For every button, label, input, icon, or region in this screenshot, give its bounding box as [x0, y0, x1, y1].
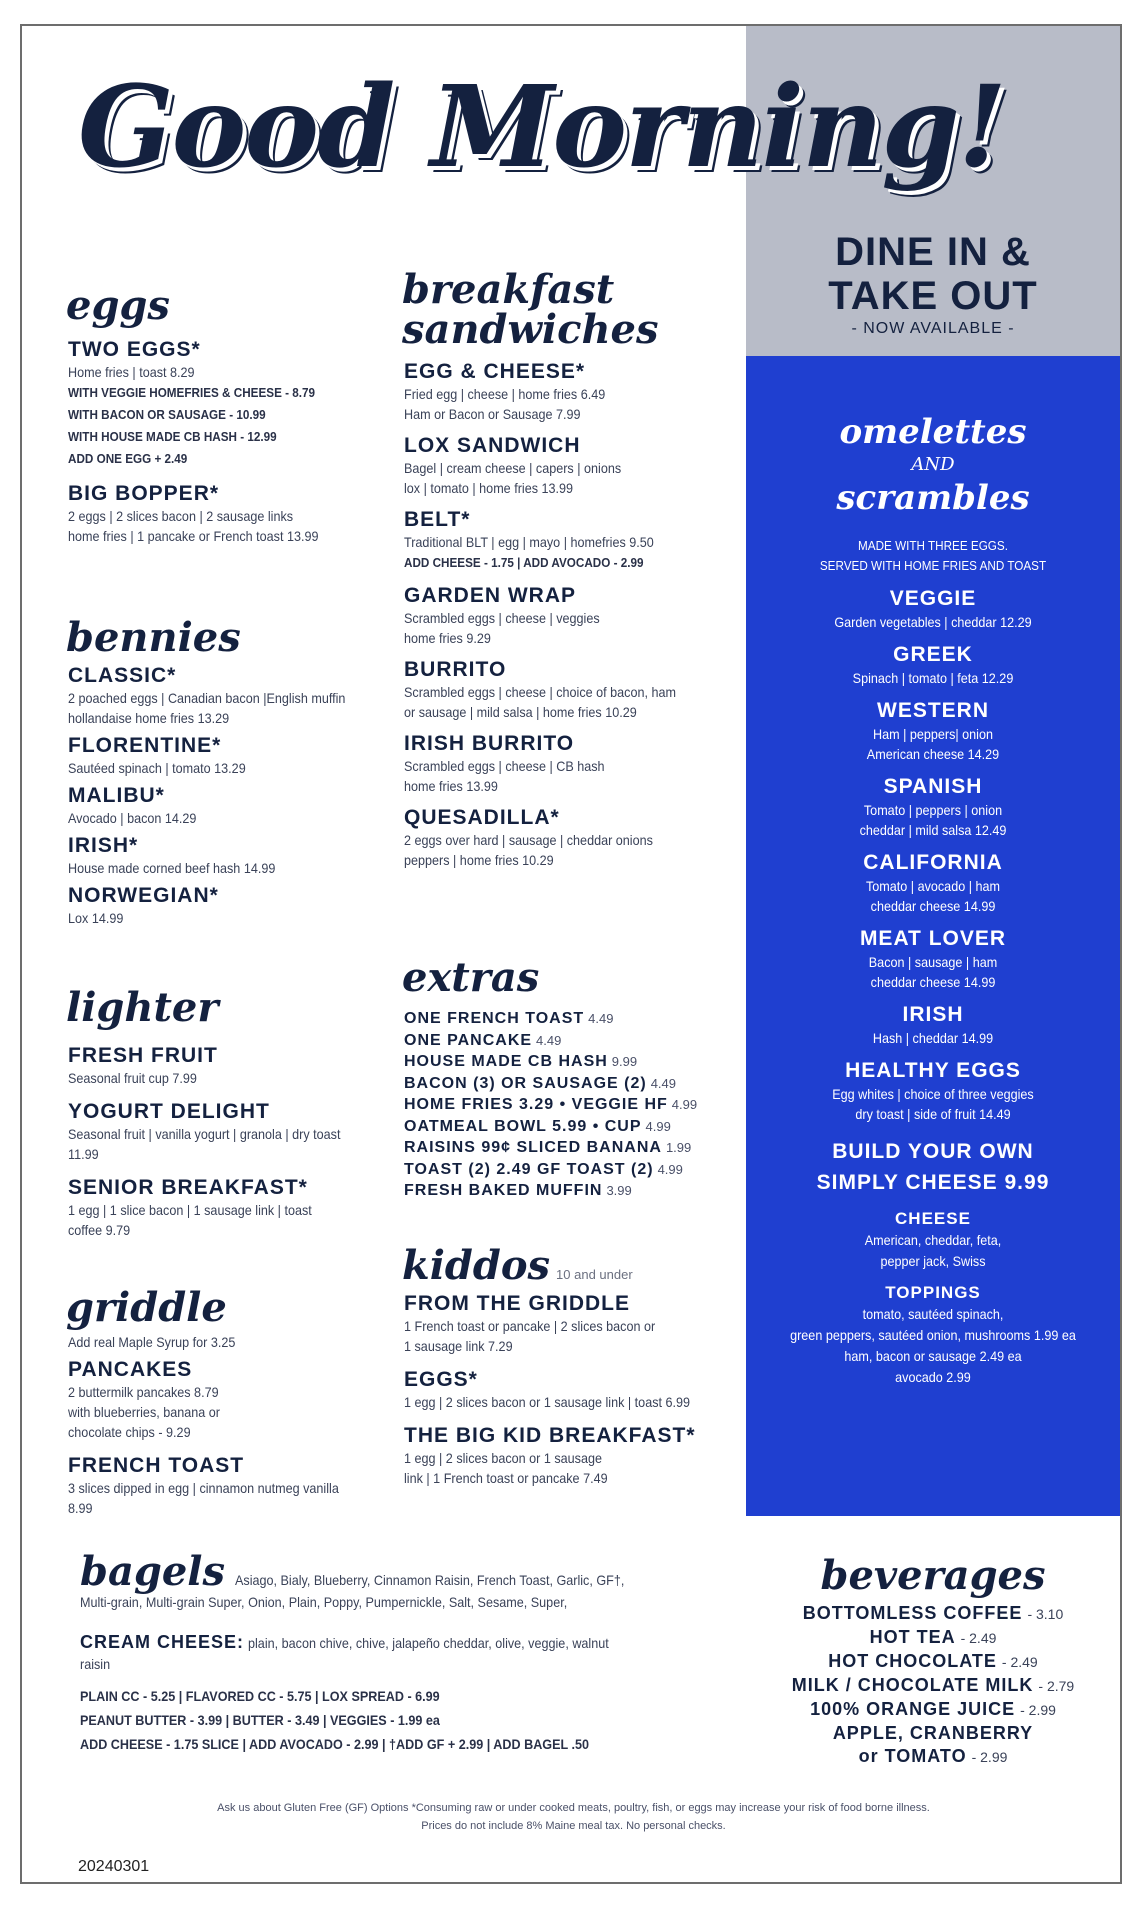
item-name: LOX SANDWICH [404, 434, 581, 457]
extras-item [404, 1159, 734, 1181]
menu-item [404, 584, 734, 648]
item-option: WITH HOUSE MADE CB HASH - 12.99 [68, 429, 277, 444]
item-desc: House made corned beef hash 14.99 [68, 860, 276, 876]
bagel-prices: PEANUT BUTTER - 3.99 | BUTTER - 3.49 | VEGGIES - 1.99 ea [80, 1712, 440, 1728]
dine-in-banner [746, 230, 1120, 340]
item-name: BIG BOPPER* [68, 482, 220, 505]
omelette-item [746, 1058, 1120, 1124]
menu-item [68, 834, 368, 878]
omelette-item [746, 1002, 1120, 1048]
dine-in-line1: DINE IN & [835, 230, 1031, 274]
beverages-list [760, 1602, 1106, 1769]
item-name: IRISH* [68, 834, 139, 857]
item-name: THE BIG KID BREAKFAST* [404, 1424, 696, 1447]
omelette-desc: cheddar cheese 14.99 [870, 898, 996, 914]
omelette-item [746, 698, 1120, 764]
menu-item [404, 434, 734, 498]
item-desc: link | 1 French toast or pancake 7.49 [404, 1470, 608, 1486]
item-desc: hollandaise home fries 13.29 [68, 710, 230, 726]
beverages-heading: beverages [820, 1552, 1046, 1599]
item-desc: 2 poached eggs | Canadian bacon |English muffin [68, 690, 346, 706]
item-desc: or sausage | mild salsa | home fries 10.29 [404, 704, 637, 720]
extras-item [404, 1137, 734, 1159]
menu-item [68, 338, 368, 470]
cheese-heading: CHEESE [895, 1209, 971, 1228]
omelette-desc: dry toast | side of fruit 14.49 [855, 1106, 1011, 1122]
kiddos-section [404, 1292, 734, 1500]
omelettes-note: SERVED WITH HOME FRIES AND TOAST [819, 558, 1047, 573]
sandwiches-section [404, 360, 734, 882]
item-desc: home fries 9.29 [404, 630, 491, 646]
beverage-price: - 3.10 [1027, 1606, 1064, 1622]
extras-item-price: 4.99 [671, 1097, 698, 1112]
item-desc: Seasonal fruit | vanilla yogurt | granola | dry toast [68, 1126, 341, 1142]
build-your-own: BUILD YOUR OWN [832, 1140, 1034, 1163]
beverage-item [760, 1745, 1106, 1769]
item-name: MALIBU* [68, 784, 165, 807]
omelette-desc: Tomato | peppers | onion [863, 802, 1003, 818]
cream-cheese-line [80, 1630, 640, 1654]
toppings-desc: green peppers, sautéed onion, mushrooms 1.99 ea [790, 1327, 1076, 1343]
item-desc: Scrambled eggs | cheese | CB hash [404, 758, 605, 774]
menu-item [404, 360, 734, 424]
extras-item [404, 1073, 734, 1095]
extras-item [404, 1116, 734, 1138]
cream-cheese-label: CREAM CHEESE: [80, 1632, 245, 1652]
menu-item [68, 1358, 368, 1442]
menu-item [68, 664, 368, 728]
item-name: EGGS* [404, 1368, 478, 1391]
item-desc: 2 eggs over hard | sausage | cheddar onions [404, 832, 653, 848]
bagels-list: Asiago, Bialy, Blueberry, Cinnamon Raisin, French Toast, Garlic, GF†, [235, 1572, 625, 1588]
toppings-desc: tomato, sautéed spinach, [862, 1306, 1004, 1322]
item-desc: Home fries | toast 8.29 [68, 364, 195, 380]
item-name: FRESH FRUIT [68, 1044, 218, 1067]
omelette-name: HEALTHY EGGS [845, 1059, 1021, 1082]
extras-item-name: HOUSE MADE CB HASH [404, 1053, 608, 1070]
item-desc: home fries 13.99 [404, 778, 498, 794]
menu-item [404, 508, 734, 574]
omelette-name: GREEK [893, 643, 973, 666]
footer-tax-note: Prices do not include 8% Maine meal tax. No personal checks. [421, 1820, 726, 1832]
omelette-item [746, 642, 1120, 688]
item-name: FRENCH TOAST [68, 1454, 245, 1477]
item-desc: lox | tomato | home fries 13.99 [404, 480, 574, 496]
kiddos-heading [402, 1242, 633, 1295]
beverage-name: HOT TEA [869, 1627, 956, 1647]
menu-item [404, 1368, 734, 1412]
omelette-name: MEAT LOVER [859, 927, 1007, 950]
omelette-desc: Hash | cheddar 14.99 [872, 1030, 994, 1046]
omelette-name: IRISH [902, 1003, 964, 1026]
omelette-name: CALIFORNIA [863, 851, 1003, 874]
item-desc: Fried egg | cheese | home fries 6.49 [404, 386, 606, 402]
sandwiches-heading [402, 266, 659, 353]
omelette-desc: American cheese 14.29 [866, 746, 1000, 762]
bennies-heading: bennies [66, 614, 241, 661]
omelette-name: VEGGIE [889, 587, 977, 610]
item-option: WITH VEGGIE HOMEFRIES & CHEESE - 8.79 [68, 385, 316, 400]
item-desc: Lox 14.99 [68, 910, 124, 926]
item-desc: chocolate chips - 9.29 [68, 1424, 191, 1440]
extras-item [404, 1008, 734, 1030]
omelette-desc: Bacon | sausage | ham [868, 954, 998, 970]
item-desc: 11.99 [68, 1146, 99, 1162]
toppings-desc: avocado 2.99 [895, 1369, 971, 1385]
beverage-price: - 2.49 [960, 1630, 997, 1646]
menu-item [404, 658, 734, 722]
kiddos-heading-text: kiddos [402, 1242, 551, 1289]
menu-item [68, 482, 368, 546]
kiddos-note: 10 and under [556, 1267, 633, 1282]
bagels-heading: bagels [80, 1548, 226, 1595]
omelette-desc: cheddar | mild salsa 12.49 [859, 822, 1007, 838]
menu-item [404, 1424, 734, 1488]
item-name: CLASSIC* [68, 664, 177, 687]
toppings-heading: TOPPINGS [885, 1283, 981, 1302]
beverage-price: - 2.99 [971, 1749, 1008, 1765]
bagel-prices: ADD CHEESE - 1.75 SLICE | ADD AVOCADO - 2.99 | †ADD GF + 2.99 | ADD BAGEL .50 [80, 1736, 589, 1752]
beverage-price: - 2.79 [1038, 1678, 1075, 1694]
menu-item [404, 732, 734, 796]
extras-item-price: 1.99 [665, 1140, 692, 1155]
item-desc: Bagel | cream cheese | capers | onions [404, 460, 622, 476]
item-desc: Ham or Bacon or Sausage 7.99 [404, 406, 581, 422]
item-desc: 3 slices dipped in egg | cinnamon nutmeg vanilla [68, 1480, 339, 1496]
item-name: PANCAKES [68, 1358, 193, 1381]
extras-item-price: 9.99 [611, 1054, 638, 1069]
bennies-section [68, 664, 368, 940]
beverage-item [760, 1698, 1106, 1722]
menu-item [68, 734, 368, 778]
beverages-section [760, 1552, 1106, 1769]
cream-cheese-list: plain, bacon chive, chive, jalapeño cheddar, olive, veggie, walnut [248, 1635, 610, 1651]
extras-item-name: ONE PANCAKE [404, 1031, 533, 1049]
extras-item [404, 1051, 734, 1073]
menu-item [68, 784, 368, 828]
extras-item-price: 3.99 [606, 1183, 632, 1198]
beverage-name: BOTTOMLESS COFFEE [802, 1603, 1023, 1623]
item-desc: Avocado | bacon 14.29 [68, 810, 197, 826]
extras-item-name: BACON (3) OR SAUSAGE (2) [404, 1074, 647, 1092]
omelette-item [746, 850, 1120, 916]
extras-item-name: RAISINS 99¢ SLICED BANANA [404, 1139, 662, 1156]
eggs-section [68, 338, 368, 558]
extras-item-price: 4.99 [645, 1118, 671, 1134]
dine-in-note: - NOW AVAILABLE - [851, 320, 1015, 337]
beverage-item [760, 1722, 1106, 1745]
extras-item-name: FRESH BAKED MUFFIN [404, 1182, 603, 1199]
extras-list [404, 1008, 734, 1202]
footer-disclaimer: Ask us about Gluten Free (GF) Options *Consuming raw or under cooked meats, poultry, fish, or eggs may increase your risk of food borne illness. [217, 1802, 930, 1814]
bagels-header [80, 1548, 640, 1595]
beverage-name: 100% ORANGE JUICE [810, 1699, 1016, 1719]
item-option: ADD ONE EGG + 2.49 [68, 451, 188, 466]
beverage-name: APPLE, CRANBERRY [832, 1723, 1034, 1743]
extras-item-name: HOME FRIES 3.29 • VEGGIE HF [404, 1096, 668, 1113]
simply-cheese: SIMPLY CHEESE 9.99 [816, 1171, 1050, 1194]
item-desc: peppers | home fries 10.29 [404, 852, 554, 868]
item-name: EGG & CHEESE* [404, 360, 586, 383]
beverage-item [760, 1650, 1106, 1674]
item-desc: 1 egg | 2 slices bacon or 1 sausage link | toast 6.99 [404, 1394, 691, 1410]
item-option: ADD CHEESE - 1.75 | ADD AVOCADO - 2.99 [404, 555, 644, 570]
beverage-name: HOT CHOCOLATE [828, 1651, 997, 1671]
item-name: TWO EGGS* [68, 338, 201, 361]
item-name: GARDEN WRAP [404, 584, 576, 607]
dine-in-line2: TAKE OUT [828, 274, 1038, 318]
extras-heading: extras [402, 954, 540, 1001]
griddle-section [68, 1332, 368, 1530]
item-desc: Scrambled eggs | cheese | choice of bacon, ham [404, 684, 677, 700]
item-name: YOGURT DELIGHT [68, 1100, 270, 1123]
eggs-heading: eggs [66, 282, 170, 329]
omelette-item [746, 926, 1120, 992]
extras-item-name: OATMEAL BOWL 5.99 • CUP [404, 1117, 642, 1135]
item-desc: 1 egg | 2 slices bacon or 1 sausage [404, 1450, 603, 1466]
item-name: BELT* [404, 508, 471, 531]
sandwiches-heading-line1: breakfast [402, 266, 615, 313]
lighter-heading: lighter [66, 984, 219, 1031]
page-title: Good Morning! [78, 62, 1005, 193]
extras-item [404, 1180, 734, 1202]
item-desc: 1 sausage link 7.29 [404, 1338, 513, 1354]
griddle-note: Add real Maple Syrup for 3.25 [68, 1334, 236, 1350]
lighter-section [68, 1044, 368, 1252]
menu-code: 20240301 [78, 1858, 150, 1875]
menu-item [68, 1454, 368, 1518]
extras-item-name: ONE FRENCH TOAST [404, 1010, 585, 1027]
item-name: FROM THE GRIDDLE [404, 1292, 630, 1315]
menu-item [404, 1292, 734, 1356]
menu-item [68, 1044, 368, 1088]
extras-item-price: 4.49 [588, 1011, 614, 1026]
item-name: FLORENTINE* [68, 734, 222, 757]
bagel-prices: PLAIN CC - 5.25 | FLAVORED CC - 5.75 | LOX SPREAD - 6.99 [80, 1688, 440, 1704]
item-desc: 2 buttermilk pancakes 8.79 [68, 1384, 219, 1400]
scrambles-heading: scrambles [836, 478, 1030, 518]
menu-item [68, 884, 368, 928]
omelette-item [746, 774, 1120, 840]
omelette-desc: Egg whites | choice of three veggies [832, 1086, 1034, 1102]
item-option: WITH BACON OR SAUSAGE - 10.99 [68, 407, 266, 422]
sandwiches-heading-line2: sandwiches [402, 306, 659, 353]
extras-item [404, 1030, 734, 1052]
item-name: QUESADILLA* [404, 806, 560, 829]
omelettes-and: AND [911, 454, 955, 475]
omelette-desc: Tomato | avocado | ham [865, 878, 1001, 894]
omelette-desc: cheddar cheese 14.99 [870, 974, 996, 990]
omelette-desc: Garden vegetables | cheddar 12.29 [834, 614, 1032, 630]
item-desc: Sautéed spinach | tomato 13.29 [68, 760, 246, 776]
extras-item-price: 4.99 [657, 1161, 683, 1177]
extras-item-price: 4.49 [650, 1075, 676, 1091]
item-desc: Traditional BLT | egg | mayo | homefries 9.50 [404, 534, 654, 550]
beverage-name: MILK / CHOCOLATE MILK [791, 1675, 1034, 1695]
beverage-item [760, 1674, 1106, 1698]
extras-item [404, 1094, 734, 1116]
item-desc: 1 egg | 1 slice bacon | 1 sausage link | toast [68, 1202, 312, 1218]
item-name: SENIOR BREAKFAST* [68, 1176, 308, 1199]
bagels-section [80, 1548, 640, 1756]
beverage-name: or TOMATO [858, 1746, 967, 1766]
beverage-price: - 2.99 [1020, 1702, 1056, 1718]
griddle-heading: griddle [66, 1284, 227, 1331]
extras-item-price: 4.49 [536, 1032, 562, 1048]
omelettes-heading: omelettes [839, 412, 1027, 452]
beverage-item [760, 1602, 1106, 1626]
omelette-name: WESTERN [877, 699, 989, 722]
omelette-desc: Ham | peppers| onion [872, 726, 994, 742]
item-desc: 1 French toast or pancake | 2 slices bacon or [404, 1318, 656, 1334]
cheese-desc: American, cheddar, feta, [864, 1232, 1002, 1248]
menu-item [68, 1176, 368, 1240]
item-desc: home fries | 1 pancake or French toast 13.99 [68, 528, 319, 544]
menu-item [404, 806, 734, 870]
menu-item [68, 1100, 368, 1164]
cream-cheese-list: raisin [80, 1656, 111, 1672]
omelette-item [746, 586, 1120, 632]
item-name: BURRITO [404, 658, 507, 681]
omelettes-section [746, 412, 1120, 1388]
item-name: NORWEGIAN* [68, 884, 219, 907]
item-desc: Seasonal fruit cup 7.99 [68, 1070, 197, 1086]
bagels-list: Multi-grain, Multi-grain Super, Onion, Plain, Poppy, Pumpernickle, Salt, Sesame, Super, [80, 1594, 568, 1610]
item-name: IRISH BURRITO [404, 732, 575, 755]
item-desc: 2 eggs | 2 slices bacon | 2 sausage links [68, 508, 294, 524]
item-desc: with blueberries, banana or [68, 1404, 221, 1420]
item-desc: Scrambled eggs | cheese | veggies [404, 610, 600, 626]
omelette-list [746, 586, 1120, 1124]
omelette-name: SPANISH [883, 775, 983, 798]
beverage-price: - 2.49 [1001, 1654, 1038, 1670]
beverage-item [760, 1626, 1106, 1650]
item-desc: coffee 9.79 [68, 1222, 131, 1238]
cheese-desc: pepper jack, Swiss [880, 1253, 986, 1269]
extras-item-name: TOAST (2) 2.49 GF TOAST (2) [404, 1160, 654, 1178]
omelette-desc: Spinach | tomato | feta 12.29 [852, 670, 1014, 686]
item-desc: 8.99 [68, 1500, 93, 1516]
omelettes-note: MADE WITH THREE EGGS. [858, 538, 1008, 553]
toppings-desc: ham, bacon or sausage 2.49 ea [844, 1348, 1022, 1364]
